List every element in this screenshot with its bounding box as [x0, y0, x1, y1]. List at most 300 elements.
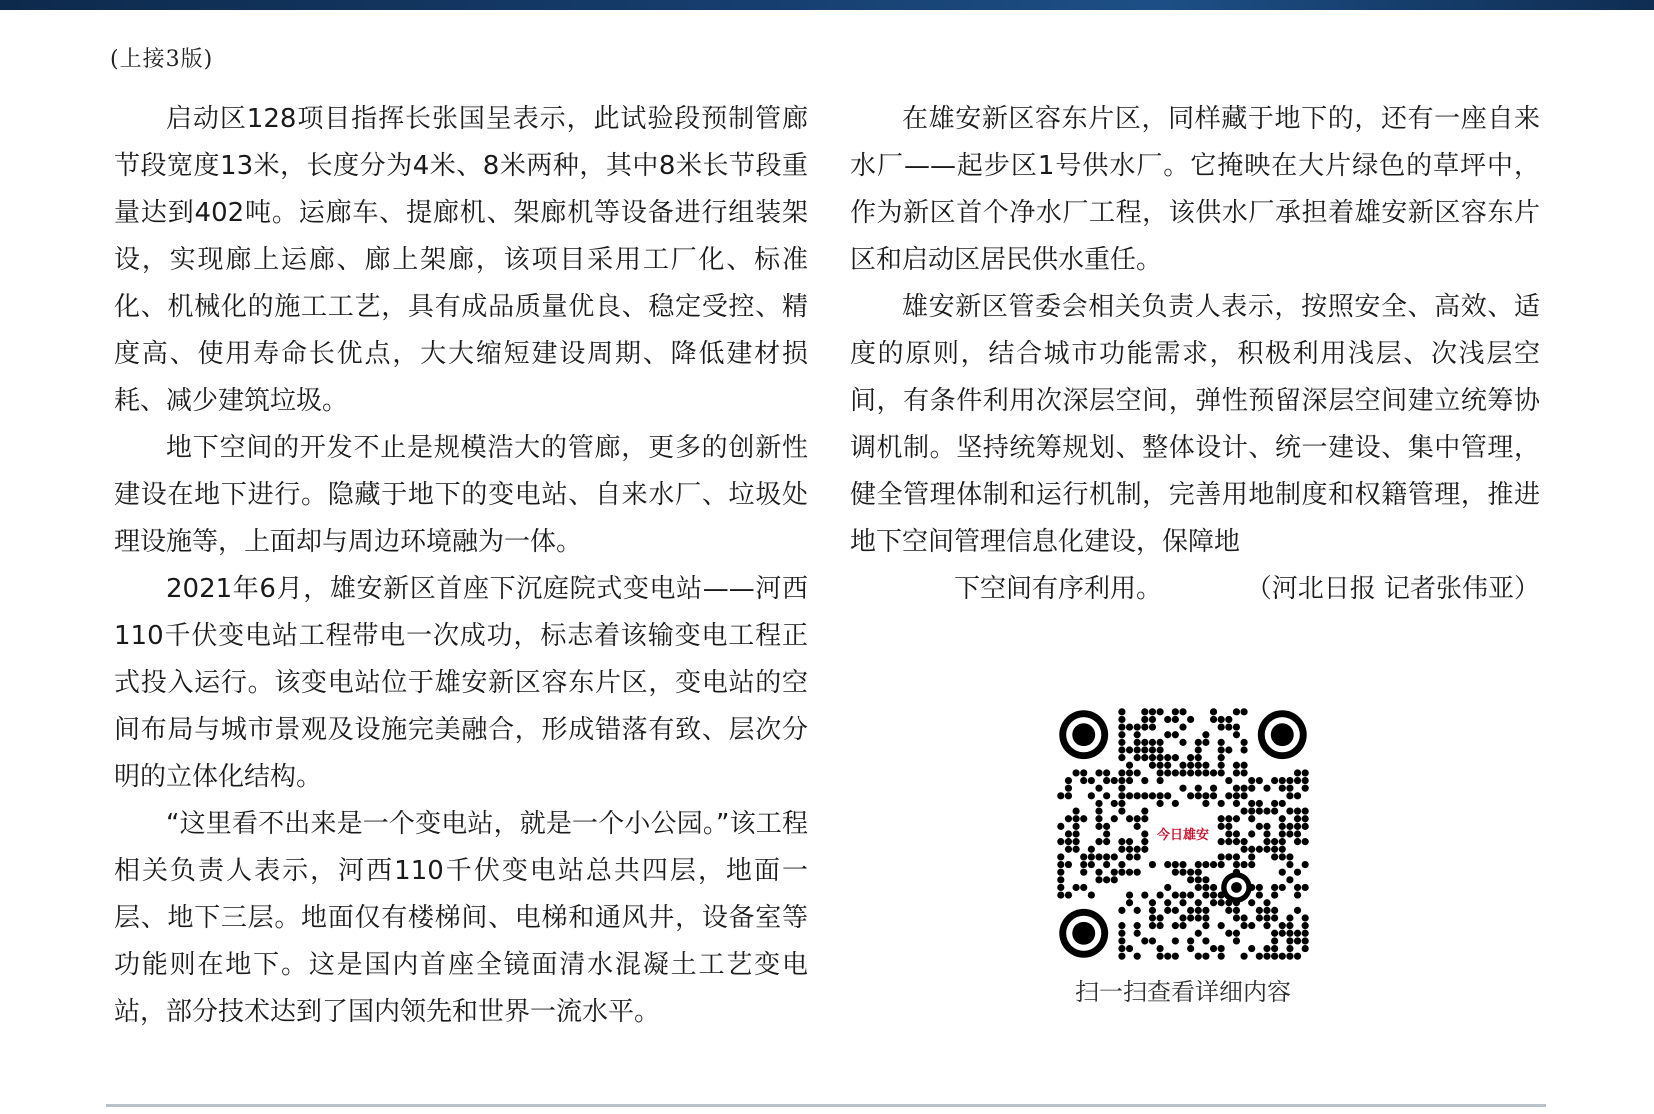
qr-module	[1256, 884, 1263, 891]
qr-module	[1202, 953, 1209, 960]
qr-module	[1202, 769, 1209, 776]
qr-module	[1248, 899, 1255, 906]
qr-code-block	[1054, 708, 1312, 1007]
qr-module	[1080, 815, 1087, 822]
article-column-right	[850, 96, 1540, 613]
qr-module	[1149, 792, 1156, 799]
qr-module	[1172, 937, 1179, 944]
paragraph: 在雄安新区容东片区，同样藏于地下的，还有一座自来水厂——起步区1号供水厂。它掩映在大片绿色的草坪中，作为新区首个净水厂工程，该供水厂承担着雄安新区容东片区和启动区居民供水重任。	[850, 104, 1540, 275]
qr-module	[1157, 754, 1164, 761]
qr-module	[1172, 861, 1179, 868]
qr-module	[1225, 724, 1232, 731]
qr-module	[1172, 922, 1179, 929]
qr-module	[1218, 746, 1225, 753]
qr-module	[1065, 892, 1072, 899]
qr-module	[1157, 914, 1164, 921]
qr-module	[1241, 838, 1248, 845]
qr-module	[1149, 746, 1156, 753]
qr-module	[1118, 846, 1125, 853]
qr-module	[1271, 777, 1278, 784]
qr-module	[1164, 762, 1171, 769]
qr-module	[1210, 769, 1217, 776]
qr-module	[1202, 800, 1209, 807]
qr-module	[1241, 914, 1248, 921]
qr-module	[1126, 846, 1133, 853]
qr-module	[1248, 846, 1255, 853]
qr-module	[1233, 853, 1240, 860]
qr-module	[1233, 815, 1240, 822]
qr-module	[1248, 853, 1255, 860]
qr-module	[1286, 953, 1293, 960]
qr-module	[1065, 815, 1072, 822]
qr-module	[1080, 861, 1087, 868]
qr-module	[1218, 769, 1225, 776]
qr-module	[1157, 892, 1164, 899]
qr-module	[1118, 754, 1125, 761]
qr-module	[1073, 884, 1080, 891]
qr-module	[1157, 762, 1164, 769]
qr-module	[1149, 739, 1156, 746]
qr-module	[1118, 869, 1125, 876]
qr-module	[1179, 914, 1186, 921]
qr-module	[1225, 830, 1232, 837]
qr-module	[1195, 869, 1202, 876]
qr-module	[1279, 823, 1286, 830]
qr-module	[1073, 838, 1080, 845]
qr-module	[1103, 861, 1110, 868]
qr-module	[1202, 884, 1209, 891]
qr-module	[1279, 884, 1286, 891]
qr-module	[1111, 869, 1118, 876]
qr-module	[1294, 777, 1301, 784]
qr-module	[1073, 808, 1080, 815]
qr-module	[1302, 769, 1309, 776]
qr-module	[1149, 899, 1156, 906]
qr-module	[1141, 754, 1148, 761]
qr-module	[1195, 861, 1202, 868]
qr-module	[1187, 937, 1194, 944]
qr-module	[1302, 884, 1309, 891]
qr-module	[1073, 769, 1080, 776]
qr-module	[1103, 830, 1110, 837]
qr-module	[1057, 861, 1064, 868]
qr-module	[1241, 739, 1248, 746]
qr-module	[1157, 777, 1164, 784]
qr-module	[1118, 746, 1125, 753]
qr-module	[1294, 892, 1301, 899]
qr-module	[1286, 876, 1293, 883]
qr-module	[1210, 861, 1217, 868]
qr-module	[1202, 876, 1209, 883]
qr-module	[1279, 930, 1286, 937]
qr-module	[1286, 808, 1293, 815]
qr-module	[1126, 853, 1133, 860]
qr-module	[1118, 708, 1125, 715]
qr-module	[1172, 708, 1179, 715]
qr-module	[1248, 830, 1255, 837]
qr-module	[1164, 907, 1171, 914]
qr-module	[1149, 914, 1156, 921]
qr-module	[1126, 899, 1133, 906]
qr-module	[1286, 930, 1293, 937]
qr-module	[1218, 861, 1225, 868]
qr-module	[1164, 884, 1171, 891]
qr-module	[1256, 808, 1263, 815]
qr-module	[1118, 785, 1125, 792]
qr-module	[1286, 922, 1293, 929]
qr-finder-top-left-core	[1072, 723, 1095, 746]
qr-module	[1241, 861, 1248, 868]
qr-module	[1286, 792, 1293, 799]
qr-module	[1149, 724, 1156, 731]
qr-module	[1134, 769, 1141, 776]
qr-module	[1225, 838, 1232, 845]
qr-module	[1241, 953, 1248, 960]
qr-module	[1080, 869, 1087, 876]
qr-module	[1080, 853, 1087, 860]
qr-module	[1187, 876, 1194, 883]
qr-module	[1134, 754, 1141, 761]
qr-module	[1126, 815, 1133, 822]
qr-module	[1210, 884, 1217, 891]
qr-module	[1118, 907, 1125, 914]
byline: （河北日报 记者张伟亚）	[1245, 574, 1540, 604]
qr-module	[1248, 808, 1255, 815]
qr-module	[1149, 907, 1156, 914]
qr-module	[1141, 830, 1148, 837]
qr-module	[1218, 823, 1225, 830]
qr-module	[1210, 716, 1217, 723]
qr-module	[1271, 937, 1278, 944]
qr-module	[1118, 937, 1125, 944]
qr-module	[1095, 785, 1102, 792]
qr-module	[1172, 869, 1179, 876]
qr-module	[1210, 785, 1217, 792]
qr-module	[1088, 861, 1095, 868]
qr-module	[1210, 708, 1217, 715]
qr-module	[1141, 808, 1148, 815]
qr-module	[1187, 869, 1194, 876]
qr-module	[1225, 907, 1232, 914]
qr-module	[1202, 792, 1209, 799]
qr-module	[1202, 731, 1209, 738]
qr-module	[1111, 815, 1118, 822]
qr-module	[1271, 930, 1278, 937]
qr-module	[1057, 853, 1064, 860]
qr-module	[1149, 937, 1156, 944]
qr-module	[1294, 815, 1301, 822]
qr-module	[1233, 830, 1240, 837]
qr-module	[1225, 792, 1232, 799]
qr-module	[1225, 815, 1232, 822]
qr-module	[1218, 762, 1225, 769]
qr-code[interactable]	[1057, 708, 1309, 960]
qr-module	[1263, 945, 1270, 952]
qr-module	[1065, 777, 1072, 784]
qr-module	[1202, 762, 1209, 769]
qr-module	[1134, 815, 1141, 822]
qr-logo-text: 今日雄安	[1156, 828, 1210, 843]
qr-module	[1073, 823, 1080, 830]
qr-module	[1302, 945, 1309, 952]
qr-module	[1065, 846, 1072, 853]
qr-module	[1118, 739, 1125, 746]
qr-module	[1103, 777, 1110, 784]
qr-module	[1164, 716, 1171, 723]
qr-module	[1233, 731, 1240, 738]
qr-module	[1141, 716, 1148, 723]
qr-module	[1103, 853, 1110, 860]
qr-module	[1126, 838, 1133, 845]
qr-module	[1095, 869, 1102, 876]
qr-module	[1126, 945, 1133, 952]
qr-module	[1263, 808, 1270, 815]
qr-module	[1218, 716, 1225, 723]
qr-module	[1279, 853, 1286, 860]
qr-module	[1233, 907, 1240, 914]
qr-module	[1111, 777, 1118, 784]
qr-module	[1134, 907, 1141, 914]
qr-caption: 扫一扫查看详细内容	[1075, 978, 1291, 1006]
qr-module	[1263, 914, 1270, 921]
qr-module	[1195, 876, 1202, 883]
qr-module	[1248, 785, 1255, 792]
qr-module	[1057, 838, 1064, 845]
qr-module	[1179, 769, 1186, 776]
qr-module	[1256, 777, 1263, 784]
qr-module	[1286, 823, 1293, 830]
qr-module	[1088, 792, 1095, 799]
qr-module	[1225, 930, 1232, 937]
qr-module	[1149, 708, 1156, 715]
qr-module	[1187, 892, 1194, 899]
qr-module	[1302, 785, 1309, 792]
qr-module	[1134, 853, 1141, 860]
qr-module	[1294, 838, 1301, 845]
qr-module	[1187, 716, 1194, 723]
qr-module	[1095, 876, 1102, 883]
qr-module	[1233, 769, 1240, 776]
qr-module	[1141, 792, 1148, 799]
qr-module	[1141, 708, 1148, 715]
qr-module	[1157, 792, 1164, 799]
qr-module	[1103, 876, 1110, 883]
qr-module	[1126, 746, 1133, 753]
qr-module	[1294, 907, 1301, 914]
qr-module	[1241, 922, 1248, 929]
qr-module	[1088, 892, 1095, 899]
qr-module	[1187, 914, 1194, 921]
closing-line	[850, 566, 1540, 613]
qr-module	[1294, 808, 1301, 815]
qr-module	[1302, 922, 1309, 929]
qr-module	[1118, 922, 1125, 929]
qr-module	[1118, 838, 1125, 845]
qr-module	[1134, 739, 1141, 746]
qr-module	[1157, 953, 1164, 960]
qr-module	[1187, 792, 1194, 799]
qr-module	[1195, 792, 1202, 799]
qr-module	[1233, 785, 1240, 792]
qr-module	[1118, 731, 1125, 738]
qr-module	[1149, 762, 1156, 769]
qr-module	[1126, 762, 1133, 769]
qr-module	[1294, 823, 1301, 830]
qr-module	[1294, 884, 1301, 891]
qr-module	[1294, 869, 1301, 876]
qr-module	[1279, 830, 1286, 837]
qr-module	[1233, 762, 1240, 769]
qr-module	[1302, 861, 1309, 868]
qr-module	[1218, 922, 1225, 929]
qr-module	[1118, 777, 1125, 784]
qr-module	[1095, 769, 1102, 776]
qr-module	[1057, 884, 1064, 891]
qr-module	[1149, 754, 1156, 761]
qr-module	[1172, 800, 1179, 807]
qr-module	[1141, 892, 1148, 899]
qr-module	[1111, 853, 1118, 860]
bottom-divider	[106, 1104, 1546, 1107]
qr-module	[1095, 800, 1102, 807]
qr-module	[1271, 808, 1278, 815]
qr-module	[1157, 708, 1164, 715]
qr-module	[1118, 861, 1125, 868]
qr-module	[1279, 953, 1286, 960]
article-column-left	[114, 96, 808, 1036]
qr-module	[1294, 937, 1301, 944]
qr-module	[1134, 869, 1141, 876]
qr-module	[1141, 937, 1148, 944]
qr-module	[1073, 830, 1080, 837]
paragraph: “这里看不出来是一个变电站，就是一个小公园。”该工程相关负责人表示，河西110千伏变电站总共四层，地面一层、地下三层。地面仅有楼梯间、电梯和通风井，设备室等功能则在地下。这是国内首座全镜面清水混凝土工艺变电站，部分技术达到了国内领先和世界一流水平。	[114, 809, 808, 1027]
qr-module	[1271, 892, 1278, 899]
qr-module	[1157, 746, 1164, 753]
qr-module	[1241, 792, 1248, 799]
qr-module	[1210, 792, 1217, 799]
qr-module	[1179, 708, 1186, 715]
qr-alignment-core	[1231, 882, 1242, 893]
qr-module	[1218, 945, 1225, 952]
qr-module	[1263, 846, 1270, 853]
qr-module	[1271, 907, 1278, 914]
qr-module	[1172, 892, 1179, 899]
paragraph: 启动区128项目指挥长张国呈表示，此试验段预制管廊节段宽度13米，长度分为4米、8米两种，其中8米长节段重量达到402吨。运廊车、提廊机、架廊机等设备进行组装架设，实现廊上运廊、廊上架廊，该项目采用工厂化、标准化、机械化的施工工艺，具有成品质量优良、稳定受控、精度高、使用寿命长优点，大大缩短建设周期、降低建材损耗、减少建筑垃圾。	[114, 104, 808, 416]
qr-module	[1279, 815, 1286, 822]
qr-module	[1241, 708, 1248, 715]
qr-module	[1057, 823, 1064, 830]
qr-module	[1294, 930, 1301, 937]
qr-module	[1065, 861, 1072, 868]
qr-module	[1134, 731, 1141, 738]
qr-module	[1218, 899, 1225, 906]
qr-module	[1103, 792, 1110, 799]
qr-module	[1286, 914, 1293, 921]
paragraph-end: 下空间有序利用。	[954, 574, 1163, 604]
qr-module	[1263, 830, 1270, 837]
qr-module	[1088, 777, 1095, 784]
qr-module	[1057, 869, 1064, 876]
qr-module	[1065, 838, 1072, 845]
qr-module	[1263, 838, 1270, 845]
qr-module	[1195, 914, 1202, 921]
qr-module	[1172, 754, 1179, 761]
qr-module	[1271, 884, 1278, 891]
qr-module	[1057, 792, 1064, 799]
qr-module	[1263, 953, 1270, 960]
qr-module	[1202, 739, 1209, 746]
qr-module	[1233, 792, 1240, 799]
qr-module	[1179, 899, 1186, 906]
qr-module	[1195, 769, 1202, 776]
qr-module	[1225, 746, 1232, 753]
qr-module	[1294, 769, 1301, 776]
qr-module	[1256, 914, 1263, 921]
qr-module	[1179, 892, 1186, 899]
qr-module	[1179, 922, 1186, 929]
qr-module	[1218, 815, 1225, 822]
qr-module	[1279, 785, 1286, 792]
qr-module	[1210, 892, 1217, 899]
qr-module	[1164, 754, 1171, 761]
qr-module	[1195, 899, 1202, 906]
qr-module	[1172, 716, 1179, 723]
qr-module	[1164, 861, 1171, 868]
qr-module	[1271, 953, 1278, 960]
qr-module	[1286, 830, 1293, 837]
qr-module	[1149, 861, 1156, 868]
qr-module	[1179, 724, 1186, 731]
qr-module	[1134, 724, 1141, 731]
qr-module	[1218, 953, 1225, 960]
qr-module	[1302, 930, 1309, 937]
paragraph: 2021年6月，雄安新区首座下沉庭院式变电站——河西110千伏变电站工程带电一次成功，标志着该输变电工程正式投入运行。该变电站位于雄安新区容东片区，变电站的空间布局与城市景观及设施完美融合，形成错落有致、层次分明的立体化结构。	[114, 574, 808, 792]
qr-module	[1294, 792, 1301, 799]
qr-module	[1187, 769, 1194, 776]
qr-module	[1218, 800, 1225, 807]
qr-module	[1248, 800, 1255, 807]
qr-module	[1126, 724, 1133, 731]
qr-module	[1141, 777, 1148, 784]
qr-module	[1126, 769, 1133, 776]
qr-module	[1241, 762, 1248, 769]
qr-module	[1157, 769, 1164, 776]
qr-module	[1233, 838, 1240, 845]
qr-module	[1095, 815, 1102, 822]
qr-module	[1294, 830, 1301, 837]
qr-module	[1256, 907, 1263, 914]
qr-module	[1195, 907, 1202, 914]
qr-module	[1118, 930, 1125, 937]
qr-module	[1302, 777, 1309, 784]
qr-module	[1279, 869, 1286, 876]
qr-module	[1233, 708, 1240, 715]
qr-module	[1073, 846, 1080, 853]
qr-module	[1195, 754, 1202, 761]
qr-module	[1279, 800, 1286, 807]
qr-module	[1172, 769, 1179, 776]
qr-module	[1179, 869, 1186, 876]
qr-module	[1286, 853, 1293, 860]
qr-module	[1103, 769, 1110, 776]
qr-module	[1164, 953, 1171, 960]
continued-from-page-note: (上接3版)	[110, 47, 214, 72]
qr-module	[1164, 792, 1171, 799]
qr-module	[1218, 724, 1225, 731]
qr-module	[1279, 777, 1286, 784]
qr-module	[1302, 808, 1309, 815]
qr-module	[1241, 846, 1248, 853]
